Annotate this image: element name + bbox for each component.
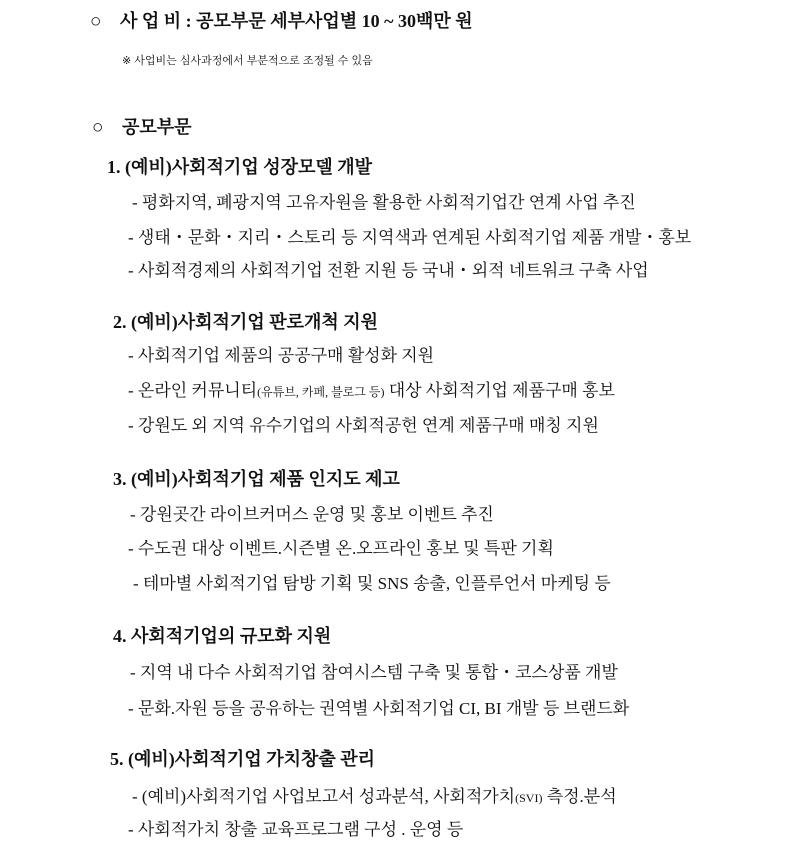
budget-text: 사 업 비 : 공모부문 세부사업별 10 ~ 30백만 원 (120, 11, 473, 31)
circle-bullet-icon: ○ (90, 11, 102, 32)
section-4-item-2: - 문화.자원 등을 공유하는 권역별 사회적기업 CI, BI 개발 등 브랜드화 (128, 699, 630, 718)
section-5-item-1 (132, 787, 617, 807)
item-text: - (예비)사회적기업 사업보고서 성과분석, 사회적가치 (132, 787, 516, 806)
section-4-item-1: - 지역 내 다수 사회적기업 참여시스템 구축 및 통합・코스상품 개발 (130, 663, 618, 682)
item-parenthetical: (유튜브, 카페, 블로그 등) (257, 385, 385, 399)
circle-bullet-icon: ○ (92, 117, 104, 138)
section-1-item-1: - 평화지역, 폐광지역 고유자원을 활용한 사회적기업간 연계 사업 추진 (132, 193, 636, 212)
category-title: 공모부문 (122, 117, 192, 137)
section-3-title: 3. (예비)사회적기업 제품 인지도 제고 (113, 469, 400, 489)
section-2-title: 2. (예비)사회적기업 판로개척 지원 (113, 312, 379, 332)
budget-note: ※ 사업비는 심사과정에서 부분적으로 조정될 수 있음 (122, 55, 373, 67)
section-2-item-3: - 강원도 외 지역 유수기업의 사회적공헌 연계 제품구매 매칭 지원 (128, 416, 599, 435)
section-1-item-2: - 생태・문화・지리・스토리 등 지역색과 연계된 사회적기업 제품 개발・홍보 (128, 228, 692, 247)
section-2-item-1: - 사회적기업 제품의 공공구매 활성화 지원 (128, 346, 435, 365)
item-text: 대상 사회적기업 제품구매 홍보 (384, 381, 615, 400)
budget-line (90, 11, 473, 31)
section-3-item-2: - 수도권 대상 이벤트.시즌별 온.오프라인 홍보 및 특판 기획 (128, 539, 554, 558)
section-4-title: 4. 사회적기업의 규모화 지원 (113, 626, 332, 646)
section-1-title: 1. (예비)사회적기업 성장모델 개발 (107, 157, 373, 177)
item-parenthetical: (SVI) (515, 791, 543, 805)
item-text: 측정.분석 (542, 787, 617, 806)
section-3-item-3: - 테마별 사회적기업 탐방 기획 및 SNS 송출, 인플루언서 마케팅 등 (133, 574, 611, 593)
category-heading (92, 117, 192, 137)
section-5-item-2: - 사회적가치 창출 교육프로그램 구성 . 운영 등 (128, 820, 464, 839)
section-2-item-2 (128, 381, 615, 401)
section-3-item-1: - 강원곳간 라이브커머스 운영 및 홍보 이벤트 추진 (130, 505, 494, 524)
section-5-title: 5. (예비)사회적기업 가치창출 관리 (110, 749, 376, 769)
item-text: - 온라인 커뮤니티 (128, 381, 258, 400)
section-1-item-3: - 사회적경제의 사회적기업 전환 지원 등 국내・외적 네트워크 구축 사업 (128, 261, 649, 280)
